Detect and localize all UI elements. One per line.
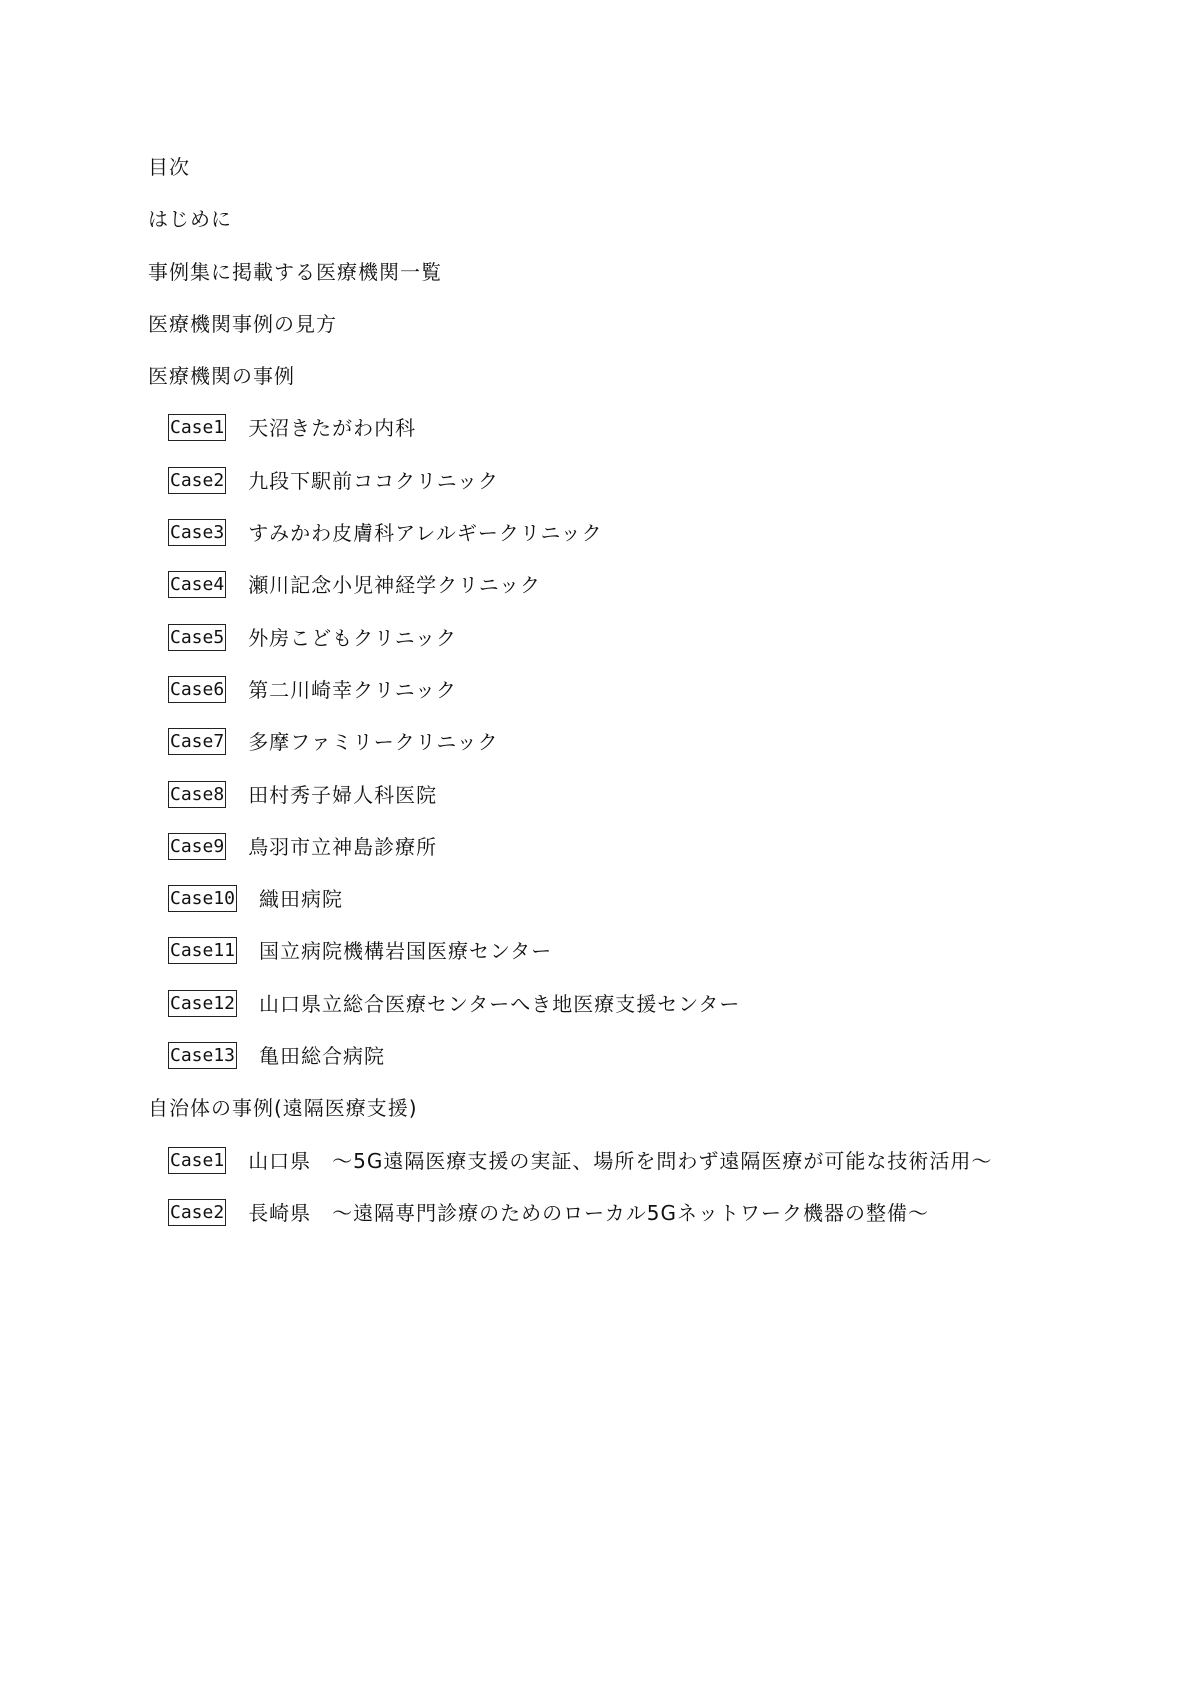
toc-medical-case[interactable] <box>148 885 1128 937</box>
toc-medical-case[interactable] <box>148 833 1128 885</box>
case-label: Case3 <box>168 519 226 546</box>
toc-medical-case[interactable] <box>148 728 1128 780</box>
toc-medical-case[interactable] <box>148 414 1128 466</box>
toc-medical-case[interactable] <box>148 1042 1128 1094</box>
case-label: Case8 <box>168 781 226 808</box>
case-title: 九段下駅前ココクリニック <box>248 468 499 493</box>
case-label: Case10 <box>168 885 237 912</box>
toc-section-municipal-cases[interactable]: 自治体の事例(遠隔医療支援) <box>148 1096 418 1121</box>
toc-medical-case[interactable] <box>148 467 1128 519</box>
case-label: Case13 <box>168 1042 237 1069</box>
toc-item-institution-list[interactable]: 事例集に掲載する医療機関一覧 <box>148 259 442 284</box>
case-title: 山口県立総合医療センターへき地医療支援センター <box>259 991 741 1016</box>
case-label: Case11 <box>168 937 237 964</box>
case-title: 山口県 ～5G遠隔医療支援の実証、場所を問わず遠隔医療が可能な技術活用～ <box>248 1148 993 1173</box>
toc-municipal-case[interactable] <box>148 1199 1128 1251</box>
table-of-contents <box>148 153 1128 1251</box>
toc-heading: 目次 <box>148 155 190 179</box>
case-label: Case5 <box>168 624 226 651</box>
case-label: Case12 <box>168 990 237 1017</box>
case-title: 長崎県 ～遠隔専門診療のためのローカル5Gネットワーク機器の整備～ <box>248 1200 930 1225</box>
toc-medical-case[interactable] <box>148 519 1128 571</box>
case-title: 第二川崎幸クリニック <box>248 677 457 702</box>
toc-item-howto[interactable]: 医療機関事例の見方 <box>148 311 337 336</box>
case-title: 鳥羽市立神島診療所 <box>248 834 438 859</box>
case-label: Case2 <box>168 467 226 494</box>
case-title: 国立病院機構岩国医療センター <box>259 939 553 964</box>
toc-medical-case[interactable] <box>148 571 1128 623</box>
toc-medical-case[interactable] <box>148 781 1128 833</box>
case-label: Case1 <box>168 1147 226 1174</box>
case-title: 瀬川記念小児神経学クリニック <box>248 573 541 598</box>
toc-medical-case[interactable] <box>148 624 1128 676</box>
toc-municipal-case[interactable] <box>148 1147 1128 1199</box>
case-label: Case4 <box>168 571 226 598</box>
case-label: Case2 <box>168 1199 226 1226</box>
case-title: 田村秀子婦人科医院 <box>248 782 438 807</box>
case-title: 外房こどもクリニック <box>248 625 457 650</box>
toc-section-medical-cases[interactable]: 医療機関の事例 <box>148 364 295 389</box>
toc-medical-case[interactable] <box>148 990 1128 1042</box>
case-title: 天沼きたがわ内科 <box>248 416 417 441</box>
case-label: Case6 <box>168 676 226 703</box>
toc-item-intro[interactable]: はじめに <box>148 207 232 232</box>
case-label: Case7 <box>168 728 226 755</box>
case-title: 亀田総合病院 <box>259 1044 386 1069</box>
toc-medical-case[interactable] <box>148 937 1128 989</box>
case-title: すみかわ皮膚科アレルギークリニック <box>248 521 603 546</box>
case-label: Case1 <box>168 414 226 441</box>
toc-medical-case[interactable] <box>148 676 1128 728</box>
case-title: 織田病院 <box>259 887 344 912</box>
case-label: Case9 <box>168 833 226 860</box>
case-title: 多摩ファミリークリニック <box>248 730 499 755</box>
